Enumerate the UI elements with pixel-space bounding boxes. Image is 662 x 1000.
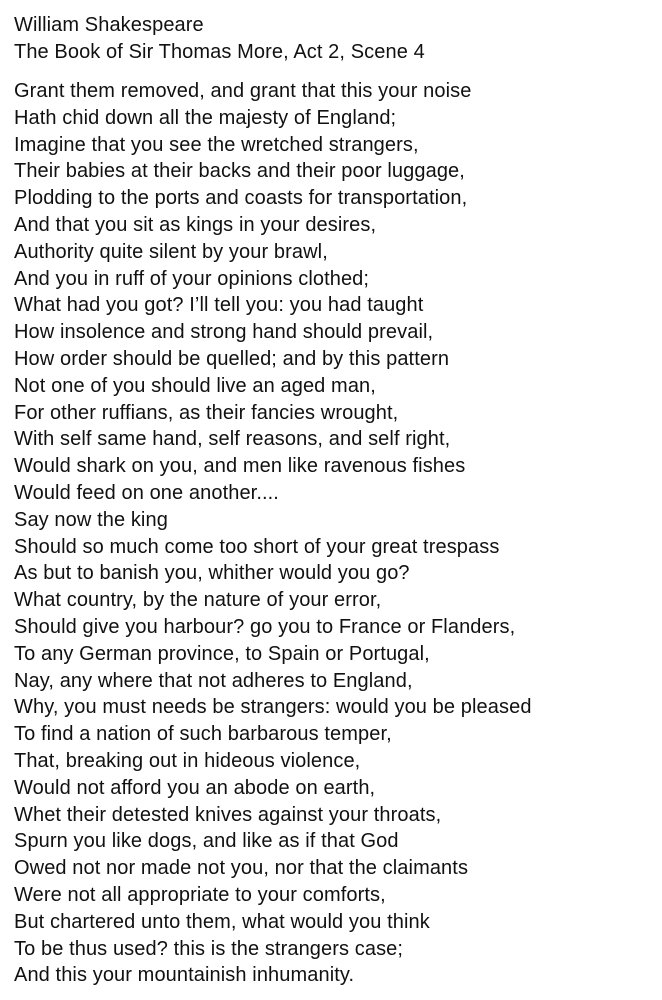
poem-line: Say now the king (14, 508, 168, 531)
poem-line: What country, by the nature of your error, (14, 589, 382, 612)
poem-line: To be thus used? this is the strangers case; (14, 937, 404, 960)
poem-line: And you in ruff of your opinions clothed; (14, 267, 370, 290)
poem-line: Would shark on you, and men like ravenous fishes (14, 455, 466, 478)
poem-line: Plodding to the ports and coasts for transportation, (14, 187, 468, 210)
poem-line: What had you got? I’ll tell you: you had taught (14, 294, 424, 317)
poem-line: Were not all appropriate to your comforts, (14, 883, 386, 906)
poem-line: Why, you must needs be strangers: would you be pleased (14, 696, 532, 719)
poem-line: Spurn you like dogs, and like as if that God (14, 830, 399, 853)
poem-line: That, breaking out in hideous violence, (14, 749, 361, 772)
poem-line: As but to banish you, whither would you go? (14, 562, 410, 585)
poem-line: Imagine that you see the wretched strangers, (14, 133, 419, 156)
poem-line: Hath chid down all the majesty of England; (14, 106, 397, 129)
poem-line: Owed not nor made not you, nor that the claimants (14, 857, 469, 880)
document (14, 12, 654, 989)
poem-line: Would feed on one another.... (14, 481, 279, 504)
poem-line: Their babies at their backs and their poor luggage, (14, 160, 465, 183)
poem-line: Should give you harbour? go you to France or Flanders, (14, 615, 516, 638)
poem-line: Would not afford you an abode on earth, (14, 776, 376, 799)
poem-line: Grant them removed, and grant that this your noise (14, 80, 472, 102)
poem-text (14, 78, 654, 989)
work-title: The Book of Sir Thomas More, Act 2, Scene 4 (14, 41, 425, 63)
poem-line: And this your mountainish inhumanity. (14, 964, 355, 987)
poem-line: But chartered unto them, what would you think (14, 910, 430, 933)
poem-line: Not one of you should live an aged man, (14, 374, 376, 397)
poem-line: With self same hand, self reasons, and self right, (14, 428, 451, 451)
poem-line: How order should be quelled; and by this pattern (14, 347, 450, 370)
poem-line: Authority quite silent by your brawl, (14, 240, 328, 263)
document-header (14, 12, 654, 66)
poem-line: For other ruffians, as their fancies wrought, (14, 401, 399, 424)
poem-line: To any German province, to Spain or Portugal, (14, 642, 430, 665)
poem-line: Whet their detested knives against your throats, (14, 803, 442, 826)
poem-line: And that you sit as kings in your desires, (14, 213, 377, 236)
author-name: William Shakespeare (14, 14, 204, 36)
poem-line: How insolence and strong hand should prevail, (14, 321, 434, 344)
poem-line: To find a nation of such barbarous temper, (14, 723, 392, 746)
poem-line: Nay, any where that not adheres to England, (14, 669, 413, 692)
poem-line: Should so much come too short of your great trespass (14, 535, 500, 558)
